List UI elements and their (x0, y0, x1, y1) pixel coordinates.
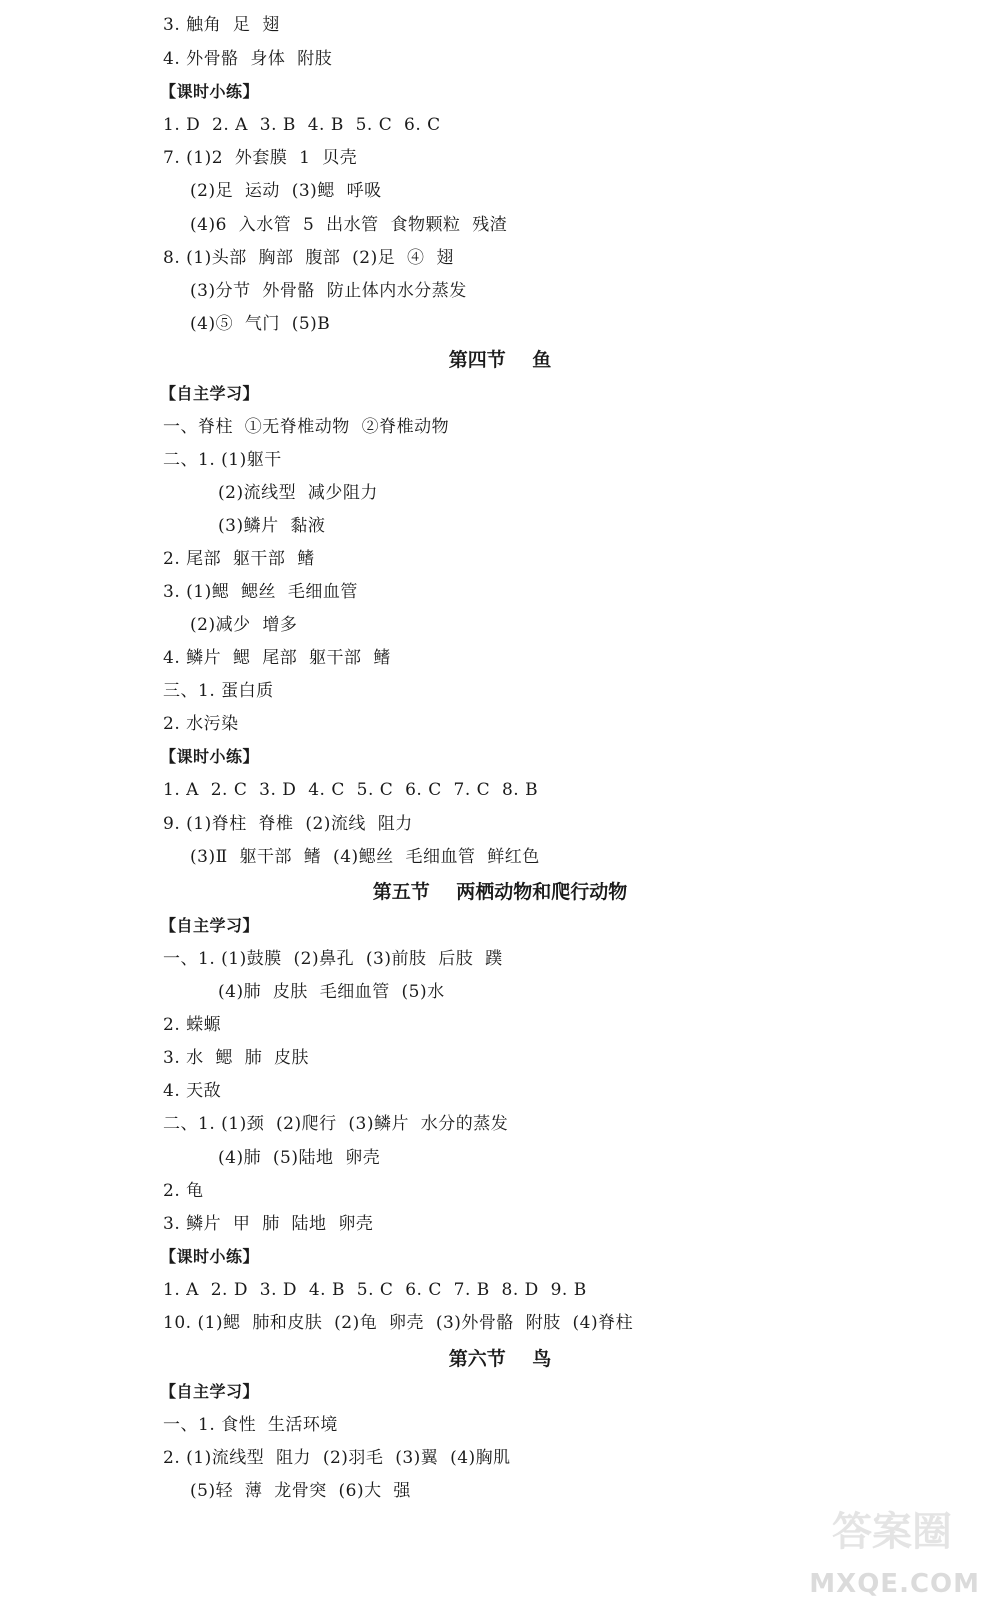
answer-line: 3. 鳞片 甲 肺 陆地 卵壳 (163, 1214, 374, 1234)
answer-line: 三、1. 蛋白质 (163, 681, 274, 701)
watermark-site: MXQE.COM (809, 1569, 980, 1599)
answer-line: (4)⑤ 气门 (5)B (190, 314, 331, 334)
watermark-logo (782, 1499, 992, 1609)
answer-line: (4)6 入水管 5 出水管 食物颗粒 残渣 (190, 215, 508, 235)
section-label: 【自主学习】 (160, 1382, 260, 1401)
answer-line: 3. 触角 足 翅 (163, 15, 280, 35)
section-label: 【自主学习】 (160, 916, 260, 935)
answer-line: 4. 天敌 (163, 1081, 222, 1101)
watermark-logo-text: 答案圈 (832, 1509, 952, 1555)
answer-line: (3)Ⅱ 躯干部 鳍 (4)鳃丝 毛细血管 鲜红色 (190, 847, 540, 867)
answer-line: 一、1. (1)鼓膜 (2)鼻孔 (3)前肢 后肢 蹼 (163, 949, 503, 969)
section-label: 【课时小练】 (160, 747, 260, 766)
answer-line: (3)鳞片 黏液 (218, 516, 326, 536)
answer-line: 2. 水污染 (163, 714, 239, 734)
answer-line: 8. (1)头部 胸部 腹部 (2)足 ④ 翅 (163, 248, 454, 268)
answer-line: 1. A 2. C 3. D 4. C 5. C 6. C 7. C 8. B (163, 780, 539, 800)
answer-line: 2. 尾部 躯干部 鳍 (163, 549, 315, 569)
answer-line: (3)分节 外骨骼 防止体内水分蒸发 (190, 281, 467, 301)
answer-line: 4. 鳞片 鳃 尾部 躯干部 鳍 (163, 648, 391, 668)
answer-line: 3. 水 鳃 肺 皮肤 (163, 1048, 310, 1068)
section-label: 【课时小练】 (160, 1247, 260, 1266)
answer-line: (2)足 运动 (3)鳃 呼吸 (190, 181, 382, 201)
answer-line: 2. 蝾螈 (163, 1015, 222, 1035)
answer-line: 1. A 2. D 3. D 4. B 5. C 6. C 7. B 8. D 9. B (163, 1280, 587, 1300)
section-label: 【课时小练】 (160, 82, 260, 101)
answer-line: 2. 龟 (163, 1181, 204, 1201)
answer-line: (2)流线型 减少阻力 (218, 483, 378, 503)
answer-line: 4. 外骨骼 身体 附肢 (163, 49, 333, 69)
section-heading: 第六节 鸟 (448, 1348, 552, 1370)
answer-line: 9. (1)脊柱 脊椎 (2)流线 阻力 (163, 814, 413, 834)
answer-line: 3. (1)鳃 鳃丝 毛细血管 (163, 582, 358, 602)
answer-line: 二、1. (1)躯干 (163, 450, 282, 470)
answer-line: 7. (1)2 外套膜 1 贝壳 (163, 148, 358, 168)
answer-line: 一、1. 食性 生活环境 (163, 1415, 338, 1435)
answer-line: 二、1. (1)颈 (2)爬行 (3)鳞片 水分的蒸发 (163, 1114, 509, 1134)
section-label: 【自主学习】 (160, 384, 260, 403)
answer-line: (4)肺 (5)陆地 卵壳 (218, 1148, 381, 1168)
answer-line: (4)肺 皮肤 毛细血管 (5)水 (218, 982, 445, 1002)
section-heading: 第五节 两栖动物和爬行动物 (372, 881, 628, 903)
answer-line: 1. D 2. A 3. B 4. B 5. C 6. C (163, 115, 441, 135)
answer-line: 10. (1)鳃 肺和皮肤 (2)龟 卵壳 (3)外骨骼 附肢 (4)脊柱 (163, 1313, 634, 1333)
answer-line: 一、脊柱 ①无脊椎动物 ②脊椎动物 (163, 417, 450, 437)
answer-line: (5)轻 薄 龙骨突 (6)大 强 (190, 1481, 411, 1501)
answer-line: (2)减少 增多 (190, 615, 298, 635)
section-heading: 第四节 鱼 (448, 349, 552, 371)
answer-line: 2. (1)流线型 阻力 (2)羽毛 (3)翼 (4)胸肌 (163, 1448, 511, 1468)
